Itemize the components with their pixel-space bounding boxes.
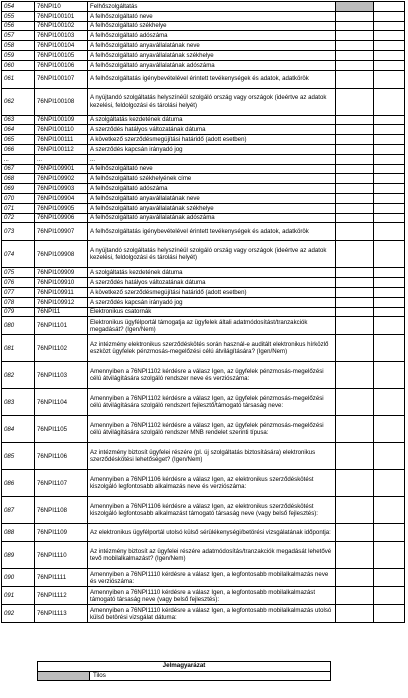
row-number: 079	[2, 307, 35, 317]
row-code: 76NPI100102	[35, 21, 88, 31]
row-description: Amennyiben a 76NPI1102 kérdésre a válasz Igen, az ügyfelek pénzmosás-megelőzési célú átvilágítására szolgáló rendszer neve és verziószáma:	[88, 362, 336, 389]
table-row	[2, 144, 405, 154]
row-code: 76NPI109910	[35, 278, 88, 288]
table-row	[2, 470, 405, 497]
row-value-cell	[374, 241, 405, 268]
row-value-cell	[336, 317, 374, 335]
row-description: A felhőszolgáltató neve	[88, 164, 336, 174]
row-description: A felhőszolgáltató anyavállalatának adószáma	[88, 60, 336, 70]
row-value-cell	[336, 307, 374, 317]
table-row	[2, 2, 405, 12]
row-value-cell	[336, 416, 374, 443]
row-number: 056	[2, 21, 35, 31]
row-value-cell	[336, 41, 374, 51]
row-value-cell	[374, 416, 405, 443]
row-description: Az elektronikus ügyfélportál utolsó külső sérülékenységi/betörési vizsgálatának időpontja:	[88, 524, 336, 542]
row-code: 76NPI109905	[35, 203, 88, 213]
row-code: 76NPI109909	[35, 268, 88, 278]
table-row	[2, 213, 405, 223]
row-description: A szolgáltatás kezdetének dátuma	[88, 268, 336, 278]
row-number: 090	[2, 569, 35, 587]
table-row	[2, 88, 405, 115]
row-value-cell	[336, 223, 374, 241]
table-row	[2, 241, 405, 268]
row-code: 76NPI109907	[35, 223, 88, 241]
row-description: Az intézmény biztosít az ügyfelei részére adatmódosítás/tranzakciók megadását lehetővé tevő mobilalkalmazást? (Igen/Nem)	[88, 542, 336, 569]
row-value-cell	[336, 389, 374, 416]
row-description: Amennyiben a 76NPI1102 kérdésre a válasz Igen, az ügyfelek pénzmosás-megelőzési célú átvilágítására szolgáló rendszert fejlesztő/támogató társaság neve:	[88, 389, 336, 416]
row-value-cell	[336, 203, 374, 213]
row-description: Amennyiben a 76NPI1106 kérdésre a válasz Igen, az elektronikus szerződéskötést kiszolgáló legfontosabb alkalmazás neve és verziószáma:	[88, 470, 336, 497]
row-description: ...	[88, 154, 336, 164]
row-code: 76NPI100109	[35, 115, 88, 125]
row-number: 060	[2, 60, 35, 70]
row-number: 074	[2, 241, 35, 268]
row-value-cell	[374, 317, 405, 335]
table-row	[2, 31, 405, 41]
row-value-cell	[374, 60, 405, 70]
row-description: Elektronikus csatornák	[88, 307, 336, 317]
table-row	[2, 569, 405, 587]
row-value-cell	[336, 50, 374, 60]
row-code: 76NPI109901	[35, 164, 88, 174]
row-value-cell	[374, 2, 405, 12]
table-row	[2, 524, 405, 542]
row-code: 76NPI109904	[35, 193, 88, 203]
table-row	[2, 50, 405, 60]
row-code: 76NPI1107	[35, 470, 88, 497]
row-number: ...	[2, 154, 35, 164]
row-value-cell	[374, 443, 405, 470]
row-code: 76NPI109912	[35, 297, 88, 307]
row-value-cell	[374, 297, 405, 307]
row-number: 061	[2, 70, 35, 88]
row-value-cell	[374, 278, 405, 288]
row-value-cell	[336, 2, 374, 12]
table-row	[2, 135, 405, 145]
row-description: A felhőszolgáltató neve	[88, 11, 336, 21]
row-description: A felhőszolgáltató székhelyének címe	[88, 174, 336, 184]
row-value-cell	[336, 184, 374, 194]
table-row	[2, 287, 405, 297]
table-row	[2, 223, 405, 241]
table-row	[2, 125, 405, 135]
row-value-cell	[374, 88, 405, 115]
row-number: 070	[2, 193, 35, 203]
table-row	[2, 11, 405, 21]
row-number: 089	[2, 542, 35, 569]
row-code: 76NPI109903	[35, 184, 88, 194]
row-code: ...	[35, 154, 88, 164]
row-description: Felhőszolgáltatás	[88, 2, 336, 12]
legend-table	[37, 661, 331, 681]
row-value-cell	[374, 569, 405, 587]
row-number: 073	[2, 223, 35, 241]
row-number: 069	[2, 184, 35, 194]
row-description: A felhőszolgáltató anyavállalatának neve	[88, 193, 336, 203]
row-number: 063	[2, 115, 35, 125]
row-value-cell	[336, 443, 374, 470]
row-description: A szerződés kapcsán irányadó jog	[88, 297, 336, 307]
row-value-cell	[374, 587, 405, 605]
row-number: 065	[2, 135, 35, 145]
row-value-cell	[336, 497, 374, 524]
table-row	[2, 317, 405, 335]
row-number: 078	[2, 297, 35, 307]
row-code: 76NPI1110	[35, 542, 88, 569]
row-description: A felhőszolgáltató adószáma	[88, 184, 336, 194]
row-number: 084	[2, 416, 35, 443]
row-description: A felhőszolgáltató anyavállalatának neve	[88, 41, 336, 51]
row-value-cell	[374, 497, 405, 524]
table-row	[2, 193, 405, 203]
row-value-cell	[336, 21, 374, 31]
legend-row	[38, 671, 331, 681]
row-description: A nyújtandó szolgáltatás helyszínéül szolgáló ország vagy országok (ideértve az adatok kezelési, feldolgozási és tárolási helyét)	[88, 88, 336, 115]
row-value-cell	[374, 174, 405, 184]
row-number: 082	[2, 362, 35, 389]
legend-swatch	[38, 671, 90, 681]
row-description: Az intézmény biztosít ügyfelei részére (pl. új szolgáltatás biztosítására) elektronikus szerződéskötési lehetőséget? (Igen/Nem)	[88, 443, 336, 470]
row-code: 76NPI1108	[35, 497, 88, 524]
row-description: Amennyiben a 76NPI1110 kérdésre a válasz Igen, a legfontosabb mobilalkalmazást támogató társaság neve (vagy belső fejlesztés):	[88, 587, 336, 605]
row-description: Elektronikus ügyfélportál támogatja az ügyfelek általi adatmódosítást/tranzakciók megadását? (Igen/Nem)	[88, 317, 336, 335]
row-code: 76NPI1101	[35, 317, 88, 335]
row-value-cell	[374, 70, 405, 88]
row-number: 081	[2, 335, 35, 362]
table-row	[2, 174, 405, 184]
row-value-cell	[374, 144, 405, 154]
row-value-cell	[336, 144, 374, 154]
row-value-cell	[374, 307, 405, 317]
row-number: 083	[2, 389, 35, 416]
table-row	[2, 21, 405, 31]
row-value-cell	[374, 223, 405, 241]
row-code: 76NPI100111	[35, 135, 88, 145]
row-value-cell	[336, 174, 374, 184]
row-code: 76NPI1106	[35, 443, 88, 470]
row-value-cell	[336, 60, 374, 70]
row-number: 076	[2, 278, 35, 288]
row-value-cell	[336, 362, 374, 389]
table-row	[2, 60, 405, 70]
row-number: 058	[2, 41, 35, 51]
row-description: A nyújtandó szolgáltatás helyszínéül szolgáló ország vagy országok (ideértve az adatok kezelési, feldolgozási és tárolási helyét)	[88, 241, 336, 268]
row-number: 087	[2, 497, 35, 524]
table-row	[2, 268, 405, 278]
row-number: 059	[2, 50, 35, 60]
row-value-cell	[336, 31, 374, 41]
row-value-cell	[374, 41, 405, 51]
table-row	[2, 362, 405, 389]
row-number: 085	[2, 443, 35, 470]
row-code: 76NPI100101	[35, 11, 88, 21]
table-row	[2, 297, 405, 307]
table-row	[2, 335, 405, 362]
row-code: 76NPI100112	[35, 144, 88, 154]
table-row	[2, 115, 405, 125]
row-value-cell	[336, 135, 374, 145]
table-row	[2, 443, 405, 470]
row-value-cell	[336, 287, 374, 297]
row-code: 76NPI1103	[35, 362, 88, 389]
row-number: 062	[2, 88, 35, 115]
row-code: 76NPI100106	[35, 60, 88, 70]
row-description: A szolgáltatás kezdetének dátuma	[88, 115, 336, 125]
row-value-cell	[336, 524, 374, 542]
row-description: Az intézmény elektronikus szerződéskötés során használ-e auditált elektronikus hírközlő eszközt ügyfelek pénzmosás-megelőzési célú átvilágítására? (Igen/Nem)	[88, 335, 336, 362]
row-description: A felhőszolgáltatás igénybevételével érintett tevékenységek és adatok, adatkörök	[88, 223, 336, 241]
row-value-cell	[374, 184, 405, 194]
row-code: 76NPI1109	[35, 524, 88, 542]
row-code: 76NPI100105	[35, 50, 88, 60]
row-code: 76NPI1104	[35, 389, 88, 416]
row-value-cell	[336, 164, 374, 174]
table-row	[2, 542, 405, 569]
row-value-cell	[374, 154, 405, 164]
row-value-cell	[336, 268, 374, 278]
row-value-cell	[336, 569, 374, 587]
row-number: 054	[2, 2, 35, 12]
table-row	[2, 203, 405, 213]
row-code: 76NPI1105	[35, 416, 88, 443]
row-code: 76NPI109908	[35, 241, 88, 268]
row-description: A következő szerződésmegújítási határidő (adott esetben)	[88, 135, 336, 145]
row-value-cell	[336, 542, 374, 569]
table-body	[2, 2, 405, 623]
row-number: 057	[2, 31, 35, 41]
table-row	[2, 587, 405, 605]
row-code: 76NPI109902	[35, 174, 88, 184]
row-code: 76NPI109911	[35, 287, 88, 297]
row-value-cell	[374, 31, 405, 41]
row-value-cell	[336, 278, 374, 288]
row-description: A felhőszolgáltató anyavállalatának adószáma	[88, 213, 336, 223]
legend-label: Tilos	[90, 671, 331, 681]
row-value-cell	[374, 135, 405, 145]
row-value-cell	[336, 213, 374, 223]
row-value-cell	[336, 115, 374, 125]
row-number: 091	[2, 587, 35, 605]
row-value-cell	[336, 297, 374, 307]
row-value-cell	[374, 605, 405, 623]
table-row	[2, 307, 405, 317]
table-row	[2, 154, 405, 164]
row-number: 066	[2, 144, 35, 154]
table-row	[2, 605, 405, 623]
row-code: 76NPI100103	[35, 31, 88, 41]
row-description: A felhőszolgáltató adószáma	[88, 31, 336, 41]
table-row	[2, 70, 405, 88]
row-code: 76NPI1112	[35, 587, 88, 605]
row-value-cell	[336, 11, 374, 21]
row-value-cell	[374, 524, 405, 542]
legend-title: Jelmagyarázat	[38, 662, 331, 672]
row-value-cell	[374, 542, 405, 569]
row-value-cell	[374, 335, 405, 362]
row-value-cell	[336, 587, 374, 605]
row-code: 76NPI100107	[35, 70, 88, 88]
row-number: 071	[2, 203, 35, 213]
table-row	[2, 164, 405, 174]
row-value-cell	[374, 193, 405, 203]
row-description: Amennyiben a 76NPI1106 kérdésre a válasz Igen, az elektronikus szerződéskötést kiszolgáló legfontosabb alkalmazást támogató társaság neve (vagy belső fejlesztés):	[88, 497, 336, 524]
row-code: 76NPI10	[35, 2, 88, 12]
row-number: 068	[2, 174, 35, 184]
row-value-cell	[374, 21, 405, 31]
row-value-cell	[336, 125, 374, 135]
row-code: 76NPI100110	[35, 125, 88, 135]
row-description: A felhőszolgáltató székhelye	[88, 21, 336, 31]
row-value-cell	[374, 268, 405, 278]
row-number: 077	[2, 287, 35, 297]
row-value-cell	[336, 70, 374, 88]
row-code: 76NPI109906	[35, 213, 88, 223]
row-number: 075	[2, 268, 35, 278]
row-value-cell	[374, 125, 405, 135]
row-code: 76NPI1102	[35, 335, 88, 362]
row-description: A felhőszolgáltató anyavállalatának székhelye	[88, 203, 336, 213]
row-description: A szerződés hatályos változatának dátuma	[88, 278, 336, 288]
table-row	[2, 278, 405, 288]
row-value-cell	[374, 50, 405, 60]
data-table	[1, 1, 405, 623]
row-description: Amennyiben a 76NPI1110 kérdésre a válasz Igen, a legfontosabb mobilalkalmazás neve és verziószáma:	[88, 569, 336, 587]
row-value-cell	[374, 164, 405, 174]
table-row	[2, 41, 405, 51]
row-number: 088	[2, 524, 35, 542]
row-description: A következő szerződésmegújítási határidő (adott esetben)	[88, 287, 336, 297]
row-number: 072	[2, 213, 35, 223]
row-number: 064	[2, 125, 35, 135]
row-number: 092	[2, 605, 35, 623]
table-row	[2, 184, 405, 194]
row-code: 76NPI100104	[35, 41, 88, 51]
row-value-cell	[374, 389, 405, 416]
row-code: 76NPI11	[35, 307, 88, 317]
row-description: Amennyiben a 76NPI1110 kérdésre a válasz Igen, a legfontosabb mobilalkalmazás utolsó külső betörési vizsgálat dátuma:	[88, 605, 336, 623]
row-value-cell	[374, 470, 405, 497]
row-code: 76NPI1111	[35, 569, 88, 587]
row-value-cell	[374, 11, 405, 21]
row-number: 067	[2, 164, 35, 174]
row-description: Amennyiben a 76NPI1102 kérdésre a válasz Igen, az ügyfelek pénzmosás-megelőzési célú átvilágítására szolgáló rendszer MNB rendelet szerinti típusa:	[88, 416, 336, 443]
row-description: A felhőszolgáltató anyavállalatának székhelye	[88, 50, 336, 60]
row-value-cell	[336, 335, 374, 362]
row-description: A szerződés kapcsán irányadó jog	[88, 144, 336, 154]
table-row	[2, 416, 405, 443]
table-row	[2, 497, 405, 524]
row-code: 76NPI1113	[35, 605, 88, 623]
row-value-cell	[336, 605, 374, 623]
row-value-cell	[374, 213, 405, 223]
row-value-cell	[374, 287, 405, 297]
row-number: 055	[2, 11, 35, 21]
row-description: A szerződés hatályos változatának dátuma	[88, 125, 336, 135]
row-value-cell	[336, 193, 374, 203]
row-value-cell	[336, 470, 374, 497]
row-value-cell	[374, 115, 405, 125]
table-row	[2, 389, 405, 416]
row-value-cell	[336, 154, 374, 164]
row-number: 080	[2, 317, 35, 335]
row-value-cell	[374, 362, 405, 389]
row-value-cell	[336, 241, 374, 268]
row-code: 76NPI100108	[35, 88, 88, 115]
row-number: 086	[2, 470, 35, 497]
row-value-cell	[336, 88, 374, 115]
row-value-cell	[374, 203, 405, 213]
row-description: A felhőszolgáltatás igénybevételével érintett tevékenységek és adatok, adatkörök	[88, 70, 336, 88]
